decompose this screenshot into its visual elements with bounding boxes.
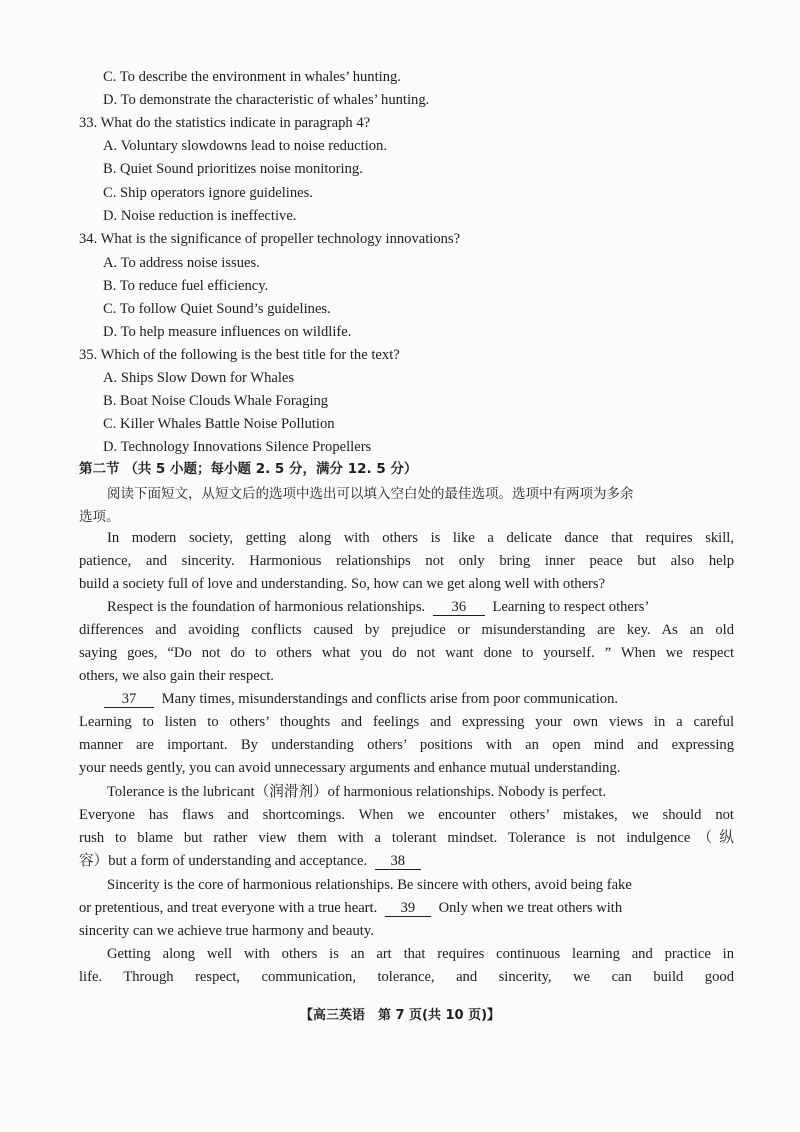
passage-line (107, 598, 649, 616)
passage-line: Everyone has flaws and shortcomings. When we encounter others’ mistakes, we should not (79, 807, 734, 823)
q35-option-a: A. Ships Slow Down for Whales (103, 370, 295, 386)
passage-line: your needs gently, you can avoid unnecessary arguments and enhance mutual understanding. (79, 760, 621, 776)
passage-text: Many times, misunderstandings and conflicts arise from poor communication. (161, 691, 619, 707)
q34-option-c: C. To follow Quiet Sound’s guidelines. (103, 301, 331, 317)
q34-option-d: D. To help measure influences on wildlife. (103, 324, 352, 340)
passage-text: Only when we treat others with (438, 900, 623, 916)
passage-line: Tolerance is the lubricant（润滑剂）of harmonious relationships. Nobody is perfect. (107, 784, 607, 800)
q33-option-b: B. Quiet Sound prioritizes noise monitoring. (103, 161, 363, 177)
q35-option-c: C. Killer Whales Battle Noise Pollution (103, 416, 335, 432)
q33-option-a: A. Voluntary slowdowns lead to noise reduction. (103, 138, 388, 154)
passage-line (79, 899, 622, 917)
passage-line: Getting along well with others is an art that requires continuous learning and practice in (107, 946, 734, 962)
q34-option-a: A. To address noise issues. (103, 255, 260, 271)
passage-text: Respect is the foundation of harmonious relationships. (107, 599, 426, 615)
page-footer: 【高三英语 第 7 页(共 10 页)】 (299, 1008, 501, 1023)
passage-line: Sincerity is the core of harmonious relationships. Be sincere with others, avoid being fake (107, 877, 632, 893)
section-heading: 第二节 （共 5 小题；每小题 2. 5 分，满分 12. 5 分） (79, 461, 418, 477)
passage-line: others, we also gain their respect. (79, 668, 274, 684)
passage-line: rush to blame but rather view them with a tolerant mindset. Tolerance is not indulgence（纵 (79, 830, 734, 846)
answer-blank-38[interactable]: 38 (375, 853, 421, 870)
q35-stem: 35. Which of the following is the best title for the text? (79, 347, 400, 363)
answer-blank-37[interactable]: 37 (104, 691, 154, 708)
passage-line: sincerity can we achieve true harmony and beauty. (79, 923, 374, 939)
passage-line (104, 690, 618, 708)
passage-text: 容）but a form of understanding and acceptance. (79, 853, 368, 869)
passage-line: differences and avoiding conflicts caused by prejudice or misunderstanding are key. As an old (79, 622, 734, 638)
q32-option-d: D. To demonstrate the characteristic of whales’ hunting. (103, 92, 430, 108)
answer-blank-36[interactable]: 36 (433, 599, 485, 616)
passage-line: In modern society, getting along with others is like a delicate dance that requires skill, (107, 530, 734, 546)
passage-text: or pretentious, and treat everyone with a true heart. (79, 900, 378, 916)
q35-option-b: B. Boat Noise Clouds Whale Foraging (103, 393, 329, 409)
q33-stem: 33. What do the statistics indicate in paragraph 4? (79, 115, 371, 131)
passage-line: saying goes, “Do not do to others what you do not want done to yourself. ” When we respect (79, 645, 734, 661)
section-instruction-cont: 选项。 (79, 509, 120, 525)
q35-option-d: D. Technology Innovations Silence Propellers (103, 439, 372, 455)
passage-line: build a society full of love and understanding. So, how can we get along well with others? (79, 576, 606, 592)
passage-line: Learning to listen to others’ thoughts and feelings and expressing your own views in a careful (79, 714, 734, 730)
q32-option-c: C. To describe the environment in whales’ hunting. (103, 69, 401, 85)
q34-stem: 34. What is the significance of propeller technology innovations? (79, 231, 461, 247)
passage-line: manner are important. By understanding others’ positions with an open mind and expressing (79, 737, 734, 753)
answer-blank-39[interactable]: 39 (385, 900, 431, 917)
passage-line: life. Through respect, communication, tolerance, and sincerity, we can build good (79, 969, 734, 985)
passage-line: patience, and sincerity. Harmonious relationships not only bring inner peace but also help (79, 553, 734, 569)
q33-option-c: C. Ship operators ignore guidelines. (103, 185, 313, 201)
q34-option-b: B. To reduce fuel efficiency. (103, 278, 269, 294)
section-instruction: 阅读下面短文，从短文后的选项中选出可以填入空白处的最佳选项。选项中有两项为多余 (107, 486, 634, 502)
passage-text: Learning to respect others’ (492, 599, 650, 615)
passage-line (79, 852, 425, 870)
q33-option-d: D. Noise reduction is ineffective. (103, 208, 297, 224)
